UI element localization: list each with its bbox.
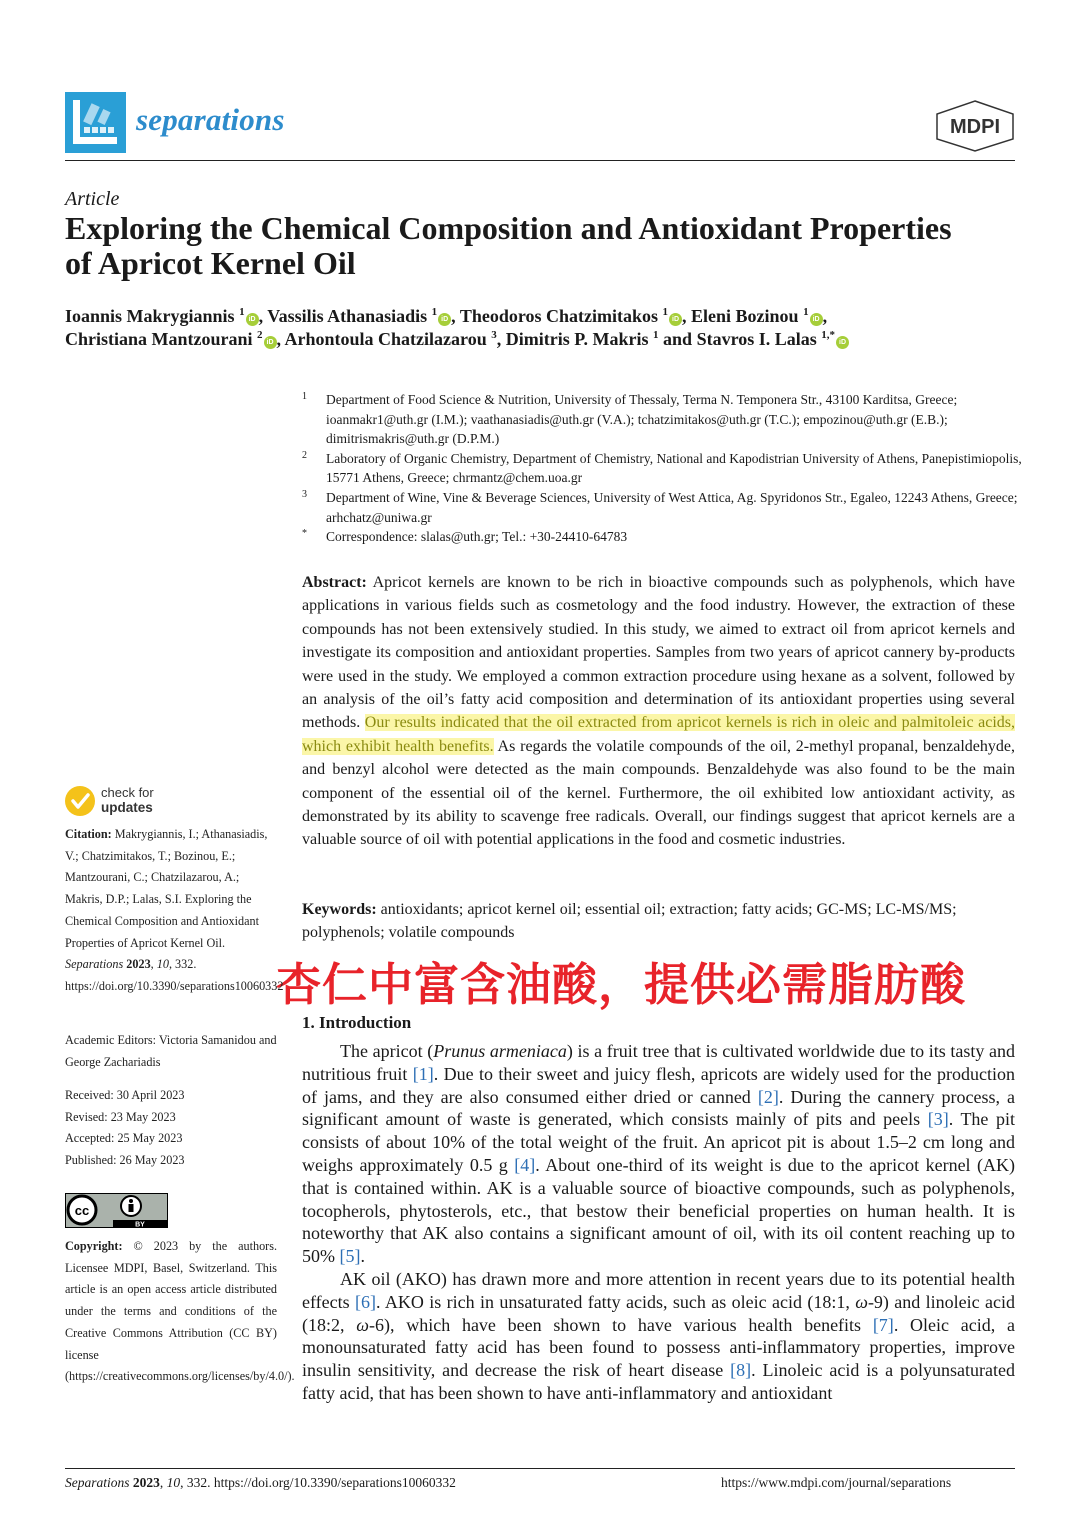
paragraph-text: -9) and linoleic acid (18:2,: [302, 1291, 1015, 1335]
author-affiliation-number: 1: [662, 306, 669, 318]
italic-text: ω: [855, 1291, 868, 1312]
publisher-name: MDPI: [950, 116, 1000, 138]
paragraph-text: . Due to their sweet and juicy flesh, apricots are widely used for the production of jams, and they are also consumed either dried or canned: [302, 1063, 1015, 1107]
header-divider: [65, 160, 1015, 161]
italic-text: Prunus armeniaca: [433, 1041, 567, 1061]
intro-paragraph: [302, 1040, 1015, 1268]
abstract-highlight: Our results indicated that the oil extracted from apricot kernels is rich in oleic and palmitoleic acids, which exhibit health benefits.: [302, 714, 1016, 755]
paragraph-text: .: [360, 1246, 365, 1267]
affiliations: [302, 390, 1022, 547]
intro-paragraph: [302, 1268, 1015, 1405]
date-revised: Revised: 23 May 2023: [65, 1109, 176, 1124]
author-affiliation-number: 2: [257, 329, 263, 341]
author-name: Christiana Mantzourani: [65, 329, 253, 349]
keywords-label: Keywords:: [302, 901, 377, 918]
date-published: Published: 26 May 2023: [65, 1153, 185, 1168]
footer-citation: Separations 2023, 10, 332. https://doi.org/10.3390/separations10060332: [65, 1475, 456, 1490]
abstract: [302, 571, 1015, 852]
author-name: Theodoros Chatzimitakos: [459, 306, 659, 326]
journal-name: separations: [136, 102, 285, 137]
paragraph-text: . Oleic acid, a monounsaturated fatty acid has been found to possess anti-inflammatory properties, improve insulin sensitivity, and decrease the risk of heart disease: [302, 1314, 1016, 1381]
affiliation-text: Correspondence: slalas@uth.gr; Tel.: +30-24410-64783: [326, 529, 628, 545]
paragraph-text: ) is a fruit tree that is cultivated worldwide due to its tasty and nutritious fruit: [302, 1041, 1015, 1084]
affiliation-text: Department of Wine, Vine & Beverage Sciences, University of West Attica, Ag. Spyridonos Str., Egaleo, 12243 Athens, Greece; arhchatz@uniwa.gr: [326, 489, 1018, 525]
author-name: Vassilis Athanasiadis: [267, 306, 428, 326]
reference-link[interactable]: [8]: [730, 1360, 752, 1381]
affiliation-number: 3: [302, 488, 307, 500]
affiliation-item: [302, 488, 1022, 527]
paragraph-text: . AKO is rich in unsaturated fatty acids, such as oleic acid (18:1,: [376, 1291, 856, 1312]
affiliation-number: *: [302, 528, 307, 540]
footer-doi-link[interactable]: , 332. https://doi.org/10.3390/separations10060332: [180, 1475, 456, 1490]
reference-link[interactable]: [6]: [355, 1291, 377, 1312]
page-title: Exploring the Chemical Composition and Antioxidant Properties of Apricot Kernel Oil: [65, 210, 952, 281]
orcid-icon[interactable]: iD: [438, 313, 451, 326]
author-affiliation-number: 1,*: [821, 329, 836, 341]
orcid-icon[interactable]: iD: [669, 313, 682, 326]
copyright-label: Copyright:: [65, 1239, 123, 1253]
date-received: Received: 30 April 2023: [65, 1088, 185, 1102]
check-for-label: check for: [101, 785, 154, 800]
italic-text: ω: [356, 1314, 369, 1335]
author-affiliation-number: 1: [239, 306, 245, 318]
author-name: Ioannis Makrygiannis: [65, 306, 235, 326]
abstract-label: Abstract:: [302, 574, 367, 591]
orcid-icon[interactable]: iD: [810, 313, 823, 326]
check-icon: [65, 786, 95, 816]
orcid-icon[interactable]: iD: [836, 336, 849, 349]
author-list: [65, 305, 1025, 351]
author-affiliation-number: 1: [653, 329, 659, 341]
affiliation-item: [302, 527, 1022, 547]
check-for-updates-button[interactable]: [65, 786, 265, 822]
paragraph-text: The apricot (: [340, 1041, 434, 1061]
author-separator: ,: [276, 329, 282, 349]
introduction-body: [302, 1040, 1015, 1405]
author-affiliation-number: 1: [803, 306, 809, 318]
author-separator: ,: [822, 306, 828, 326]
copyright-notice: Copyright: © 2023 by the authors. Licensee MDPI, Basel, Switzerland. This article is an open access article distributed under the terms and conditions of the Creative Commons Attribution (CC BY) license (https://creativecommons.org/licenses/by/4.0/).: [65, 1239, 295, 1384]
keywords: [302, 898, 1015, 945]
author-separator: ,: [258, 306, 264, 326]
affiliation-text: Department of Food Science & Nutrition, University of Thessaly, Terma N. Temponera Str., 43100 Karditsa, Greece; ioanmakr1@uth.gr (I.M.); vaathanasiadis@uth.gr (V.A.); tchatzimitakos@uth.gr (T.C.); empozinou@uth.gr (E.B.); dimitrismakris@uth.gr (D.P.M.): [326, 392, 958, 447]
keywords-text: antioxidants; apricot kernel oil; essential oil; extraction; fatty acids; GC-MS; LC-MS/MS; polyphenols; volatile compounds: [302, 901, 957, 942]
mdpi-logo-icon: [934, 99, 1016, 153]
author-name: Stavros I. Lalas: [696, 329, 817, 349]
citation-doi-link[interactable]: , 332. https://doi.org/10.3390/separations10060332: [65, 957, 284, 993]
reference-link[interactable]: [7]: [872, 1314, 894, 1335]
section-heading-introduction: 1. Introduction: [302, 1013, 412, 1032]
author-separator: ,: [682, 306, 687, 326]
abstract-text-continued: As regards the volatile compounds of the oil, 2-methyl propanal, benzaldehyde, and benzyl alcohol were detected as the main compounds. Benzaldehyde was also found to be the main component of the essential oil of the kernel. Furthermore, the oil exhibited low antioxidant activity, as demonstrated by its ability to scavenge free radicals. Overall, our findings suggest that apricot kernels are a valuable source of oil with potential applications in the food and cosmetic industries.: [302, 737, 1016, 849]
reference-link[interactable]: [1]: [412, 1063, 434, 1084]
affiliation-item: [302, 390, 1022, 449]
paragraph-text: AK oil (AKO) has drawn more and more attention in recent years due to its potential health effects: [302, 1268, 1015, 1312]
footer-journal-link[interactable]: https://www.mdpi.com/journal/separations: [721, 1475, 952, 1490]
paragraph-text: -6), which have been shown to have various health benefits: [368, 1314, 873, 1335]
citation-label: Citation:: [65, 827, 112, 841]
reference-link[interactable]: [3]: [927, 1109, 949, 1130]
publication-dates: [65, 1085, 277, 1172]
affiliation-text: Laboratory of Organic Chemistry, Department of Chemistry, National and Kapodistrian University of Athens, Panepistimiopolis, 15771 Athens, Greece; chrmantz@chem.uoa.gr: [326, 450, 1022, 486]
author-separator: ,: [451, 306, 456, 326]
citation-block: Citation: Makrygiannis, I.; Athanasiadis, V.; Chatzimitakos, T.; Bozinou, E.; Mantzourani, C.; Chatzilazarou, A.; Makris, D.P.; Lalas, S.I. Exploring the Chemical Composition and Antioxidant Properties of Apricot Kernel Oil. Separations 2023, 10, 332. https://doi.org/10.3390/separations10060332: [65, 827, 284, 993]
orcid-icon[interactable]: iD: [264, 336, 277, 349]
overlay-caption-banner: 杏仁中富含油酸，提供必需脂肪酸: [276, 958, 967, 1011]
updates-label: updates: [101, 799, 153, 815]
paragraph-text: . About one-third of its weight is due to the apricot kernel (AK) that is contained within. AK is a valuable source of bioactive compounds, such as polyphenols, tocopherols, phytosterols, etc., that bestow their beneficial properties on human health. It is noteworthy that AK also contains a significant amount of oil, with its oil content reaching up to 50%: [302, 1154, 1015, 1267]
reference-link[interactable]: [2]: [757, 1086, 779, 1107]
author-name: Arhontoula Chatzilazarou: [284, 329, 487, 349]
academic-editors: Academic Editors: Victoria Samanidou and George Zachariadis: [65, 1033, 277, 1069]
author-affiliation-number: 3: [491, 329, 497, 341]
author-affiliation-number: 1: [431, 306, 438, 318]
author-name: Dimitris P. Makris: [505, 329, 649, 349]
paragraph-text: . The pit consists of about 10% of the total weight of the fruit. An apricot pit is about 1.5–2 cm long and weighs approximately 0.5 g: [302, 1109, 1015, 1175]
author-separator: and: [658, 329, 693, 349]
date-accepted: Accepted: 25 May 2023: [65, 1131, 183, 1146]
footer-divider: [65, 1468, 1015, 1469]
journal-logo-icon: [65, 92, 126, 153]
paragraph-text: . Linoleic acid is a polyunsaturated fatty acid, that has been shown to have anti-inflammatory and antioxidant: [302, 1360, 1016, 1403]
svg-text:BY: BY: [135, 1221, 145, 1228]
affiliation-number: 2: [302, 449, 307, 461]
svg-text:cc: cc: [74, 1203, 90, 1218]
author-separator: ,: [496, 329, 502, 349]
affiliation-item: [302, 449, 1022, 488]
affiliation-number: 1: [302, 391, 307, 402]
author-name: Eleni Bozinou: [691, 306, 799, 326]
paragraph-text: . During the cannery process, a significant amount of waste is generated, which consists mainly of pits and peels: [302, 1086, 1016, 1130]
reference-link[interactable]: [5]: [339, 1246, 361, 1267]
reference-link[interactable]: [4]: [514, 1154, 536, 1175]
orcid-icon[interactable]: iD: [246, 313, 259, 326]
article-type: Article: [65, 188, 120, 210]
cc-by-license-icon[interactable]: [65, 1193, 168, 1228]
abstract-text: Apricot kernels are known to be rich in bioactive compounds such as polyphenols, which have applications in various fields such as cosmetology and the food industry. However, the extraction of these compounds has not been extensively studied. In this study, we aimed to extract oil from apricot kernels and investigate its composition and antioxidant properties. Samples from two years of apricot cannery by-products were used in the study. We employed a common extraction procedure using hexane as a solvent, followed by an analysis of the oil’s fatty acid composition and determination of its antioxidant properties using several methods.: [302, 574, 1015, 732]
